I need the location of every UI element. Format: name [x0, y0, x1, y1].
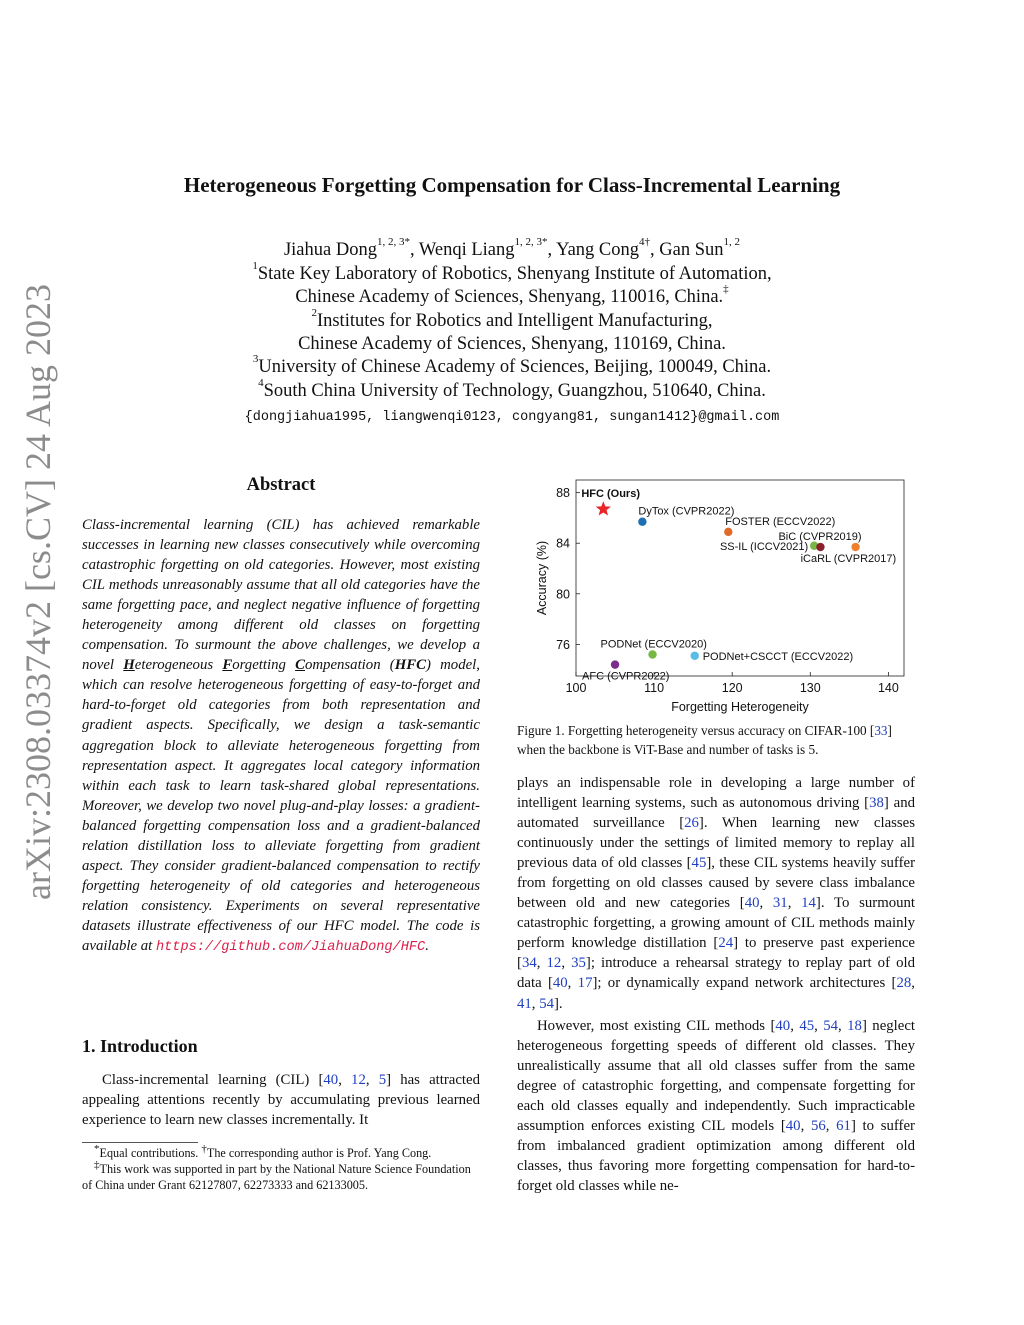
body-text: ] has attracted appealing attentions recently by accumulating previous learned experience to learn new classes incrementally. It — [82, 1072, 480, 1128]
affiliation-2 — [0, 307, 1024, 332]
data-point — [724, 528, 732, 536]
footnote-text: This work was supported in part by the National Nature Science Foundation of China under Grant 62127807, 62273333 and 62133005. — [82, 1162, 471, 1192]
body-text: ]. — [554, 995, 563, 1012]
x-tick-label: 100 — [565, 681, 587, 695]
data-point — [648, 650, 656, 658]
data-point-label: BiC (CVPR2019) — [778, 531, 862, 544]
citation-link[interactable]: 33 — [874, 723, 888, 738]
figure-caption — [517, 721, 915, 759]
x-tick-label: 120 — [721, 681, 743, 695]
footnote-text: Equal contributions. — [99, 1146, 202, 1160]
paper-title: Heterogeneous Forgetting Compensation for Class-Incremental Learning — [183, 173, 841, 197]
abstract-text: ompensation ( — [304, 657, 395, 674]
citation-link[interactable]: 40 — [552, 975, 568, 992]
author-name: Yang Cong — [556, 240, 640, 260]
affil-num: 3 — [252, 353, 259, 365]
y-tick-label: 88 — [556, 486, 570, 501]
citation-link[interactable]: 26 — [684, 815, 699, 832]
y-tick-label: 84 — [556, 536, 570, 551]
data-point — [816, 543, 824, 551]
figure-1-chart — [510, 468, 920, 718]
data-point-label: PODNet+CSCCT (ECCV2022) — [702, 650, 854, 663]
citation-link[interactable]: 17 — [577, 975, 593, 992]
section-heading: 1. Introduction — [82, 1036, 198, 1056]
body-text: ] to suffer from imbalanced gradient optimization among different old classes, thus favoring more forgetting compensation for hard-to-forget old classes while ne- — [517, 1117, 915, 1194]
footnote-text: The corresponding author is Prof. Yang Cong. — [206, 1146, 432, 1160]
body-text: However, most existing CIL methods [ — [537, 1017, 776, 1034]
abstract-text: orgetting — [232, 657, 296, 674]
citation-link[interactable]: 38 — [869, 795, 884, 812]
abstract-text: ) model, which can resolve heterogeneous forgetting of easy-to-forget and hard-to-forget old categories from both representation and gradient aspects. Specifically, we design a task-semantic aggregation block to alleviate heterogeneous forgetting from representation aspect. It aggregates local category information within each task to learn task-shared global representations. Moreover, we develop two novel plug-and-play losses: a gradient-balanced forgetting compensation loss and a gradient-balanced relation distillation loss to alleviate forgetting from gradient aspect. They consider gradient-balanced compensation to rectify forgetting heterogeneity of old categories and heterogeneous relation consistency. Experiments on several representative datasets illustrate effectiveness of our HFC model. The code is available at — [82, 657, 480, 954]
affil-num: 4 — [258, 377, 264, 389]
data-point-label: SS-IL (ICCV2021) — [719, 540, 809, 553]
affil-text: University of Chinese Academy of Sciences, Beijing, 100049, China. — [258, 357, 772, 377]
affiliation-3 — [0, 353, 1024, 378]
abstract-initial: H — [123, 657, 135, 674]
citation-link[interactable]: 56 — [810, 1117, 826, 1134]
affil-text: State Key Laboratory of Robotics, Shenyang Institute of Automation, — [257, 264, 772, 284]
abstract-text: Class-incremental learning (CIL) has achieved remarkable successes in learning new classes consecutively while overcoming catastrophic forgetting on old categories. However, most existing CIL methods unreasonably assume that all old categories have the same forgetting pace, and neglect negative influence of forgetting heterogeneity among different old classes on forgetting compensation. To surmount the above challenges, we develop a novel — [82, 517, 480, 674]
abstract-initial: C — [295, 657, 305, 674]
affiliation-2-line2 — [0, 334, 1024, 355]
affiliation-1-line2 — [0, 283, 1024, 308]
x-tick-label: 110 — [644, 681, 665, 695]
citation-link[interactable]: 35 — [571, 955, 586, 972]
body-text: ] neglect heterogeneous forgetting speeds of different old classes. They unrealistically assume that all old classes suffer from the same degree of catastrophic forgetting, and compensate forgetting for each old classes equally and independently. Such impracticable assumption enforces existing CIL models [ — [517, 1017, 916, 1134]
body-text: ], these CIL systems heavily suffer from forgetting on old classes caused by severe class imbalance between old and new categories [ — [517, 855, 915, 912]
data-point-star — [596, 501, 611, 515]
data-point-label: PODNet (ECCV2020) — [600, 638, 707, 651]
caption-text: ] when the backbone is ViT-Base and number of tasks is 5. — [517, 723, 892, 757]
affil-text: Institutes for Robotics and Intelligent Manufacturing, — [316, 311, 713, 331]
body-text: ]. When learning new classes continuously under the settings of limited memory to replay all previous data of old classes [ — [517, 815, 915, 872]
citation-link[interactable]: 31 — [772, 895, 788, 912]
scatter-points — [581, 488, 896, 683]
affil-mark: ‡ — [723, 283, 729, 295]
author-mark: * — [542, 236, 548, 248]
affil-num: 1 — [252, 260, 258, 272]
citation-link[interactable]: 61 — [836, 1117, 851, 1134]
footnote-mark: * — [94, 1143, 100, 1155]
abstract-body — [82, 515, 480, 958]
author-name: Jiahua Dong — [283, 240, 377, 260]
data-point — [638, 518, 646, 526]
author-name: Gan Sun — [659, 240, 724, 260]
citation-link[interactable]: 41 — [517, 995, 532, 1012]
data-point-label: FOSTER (ECCV2022) — [725, 515, 836, 528]
citation-link[interactable]: 12 — [351, 1072, 366, 1088]
citation-link[interactable]: 18 — [847, 1017, 862, 1034]
y-tick-label: 80 — [556, 587, 570, 602]
body-paragraph: plays an indispensable role in developing a large number of intelligent learning systems, such as autonomous driving [38] and automated surveillance [26]. When learning new classes continuously under the settings of limited memory to replay all previous data of old classes [45], these CIL systems heavily suffer from forgetting on old classes caused by severe class imbalance between old and new categories [40, 31, 14]. To surmount catastrophic forgetting, a growing amount of CIL methods mainly perform knowledge distillation [24] to preserve past experience [34, 12, 35]; introduce a rehearsal strategy to replay part of old data [40, 17]; or dynamically expand network architectures [28, 41, 54]. — [517, 775, 916, 1012]
data-point-label: AFC (CVPR2022) — [582, 670, 670, 683]
citation-link[interactable]: 40 — [775, 1017, 791, 1034]
affil-text: South China University of Technology, Guangzhou, 510640, China. — [263, 381, 766, 401]
footnotes — [82, 1145, 480, 1193]
citation-link[interactable]: 54 — [539, 995, 554, 1012]
footnote-mark: † — [201, 1143, 207, 1155]
right-column-body — [517, 773, 915, 1196]
body-text: ] to preserve past experience [ — [517, 935, 915, 972]
body-text: ]; introduce a rehearsal strategy to replay part of old data [ — [517, 955, 915, 992]
body-text: plays an indispensable role in developing a large number of intelligent learning systems, such as autonomous driving [ — [517, 775, 915, 812]
citation-link[interactable]: 54 — [823, 1017, 839, 1034]
body-text: Class-incremental learning (CIL) [ — [102, 1072, 324, 1088]
x-axis-label: Forgetting Heterogeneity — [671, 700, 809, 714]
citation-link[interactable]: 24 — [718, 935, 734, 952]
caption-text: Figure 1. Forgetting heterogeneity versus accuracy on CIFAR-100 [ — [517, 723, 875, 738]
citation-link[interactable]: 28 — [896, 975, 912, 992]
citation-link[interactable]: 40 — [785, 1117, 801, 1134]
intro-paragraph: Class-incremental learning (CIL) [40, 12, 5] has attracted appealing attentions recently by accumulating previous learned experience to learn new classes incrementally. It — [82, 1072, 480, 1128]
x-tick-label: 130 — [799, 681, 821, 695]
author-emails: {dongjiahua1995, liangwenqi0123, congyang81, sungan1412}@gmail.com — [244, 410, 780, 425]
y-tick-label: 76 — [556, 637, 570, 652]
author-mark: * — [404, 236, 410, 248]
affil-text: Chinese Academy of Sciences, Shenyang, 110016, China. — [295, 287, 724, 307]
citation-link[interactable]: 45 — [799, 1017, 815, 1034]
affiliation-4 — [0, 377, 1024, 402]
author-name: Wenqi Liang — [418, 240, 515, 260]
body-text: ]. To surmount catastrophic forgetting, a growing amount of CIL methods mainly perform knowledge distillation [ — [517, 895, 916, 952]
affil-text: Chinese Academy of Sciences, Shenyang, 110169, China. — [298, 334, 726, 354]
affil-num: 2 — [311, 307, 317, 319]
citation-link[interactable]: 40 — [323, 1072, 339, 1088]
citation-link[interactable]: 12 — [546, 955, 562, 972]
y-axis-ticks — [556, 486, 580, 652]
affiliation-1 — [0, 260, 1024, 285]
author-affil: 1, 2 — [723, 236, 741, 248]
author-affil: 4 — [639, 236, 645, 248]
footnote-mark: ‡ — [94, 1159, 100, 1171]
data-point — [611, 660, 619, 668]
body-paragraph: However, most existing CIL methods [40, 45, 54, 18] neglect heterogeneous forgetting speeds of different old classes. They unrealistically assume that all old classes suffer from the same degree of catastrophic forgetting, and compensate forgetting for each old classes equally and independently. Such impracticable assumption enforces existing CIL models [40, 56, 61] to suffer from imbalanced gradient optimization among different old classes, thus favoring more forgetting compensation for hard-to-forget old classes while ne- — [517, 1017, 916, 1194]
abstract-text: . — [425, 937, 429, 954]
citation-link[interactable]: 14 — [801, 895, 816, 912]
x-tick-label: 140 — [877, 681, 899, 695]
body-text: ] and automated surveillance [ — [517, 795, 915, 832]
author-affil: 1, 2, 3 — [514, 236, 542, 248]
citation-link[interactable]: 5 — [378, 1072, 387, 1088]
data-point — [851, 543, 859, 551]
citation-link[interactable]: 40 — [744, 895, 760, 912]
author-mark: † — [644, 236, 651, 248]
y-axis-label: Accuracy (%) — [535, 540, 549, 616]
abstract-text: eterogeneous — [134, 657, 223, 674]
body-text: ]; or dynamically expand network architectures [ — [592, 975, 897, 992]
abstract-initial: F — [222, 657, 233, 674]
author-list: Jiahua Dong$^{1, 2, 3*}$, Wenqi Liang$^{1, 2, 3*}$, Yang Cong$^{4\dagger}$, Gan Sun$^{1, 2}$ — [283, 236, 741, 260]
author-affil: 1, 2, 3 — [376, 236, 405, 248]
code-link[interactable]: https://github.com/JiahuaDong/HFC — [155, 939, 426, 955]
data-point-label: DyTox (CVPR2022) — [638, 505, 735, 518]
data-point-label: iCaRL (CVPR2017) — [800, 553, 897, 566]
abstract-heading: Abstract — [246, 475, 316, 495]
citation-link[interactable]: 34 — [521, 955, 537, 972]
abstract-acronym: HFC — [394, 657, 426, 674]
data-point-label: HFC (Ours) — [581, 488, 641, 501]
data-point — [691, 652, 699, 660]
arxiv-stamp-text: arXiv:2308.03374v2 [cs.CV] 24 Aug 2023 — [18, 284, 58, 900]
citation-link[interactable]: 45 — [691, 855, 707, 872]
